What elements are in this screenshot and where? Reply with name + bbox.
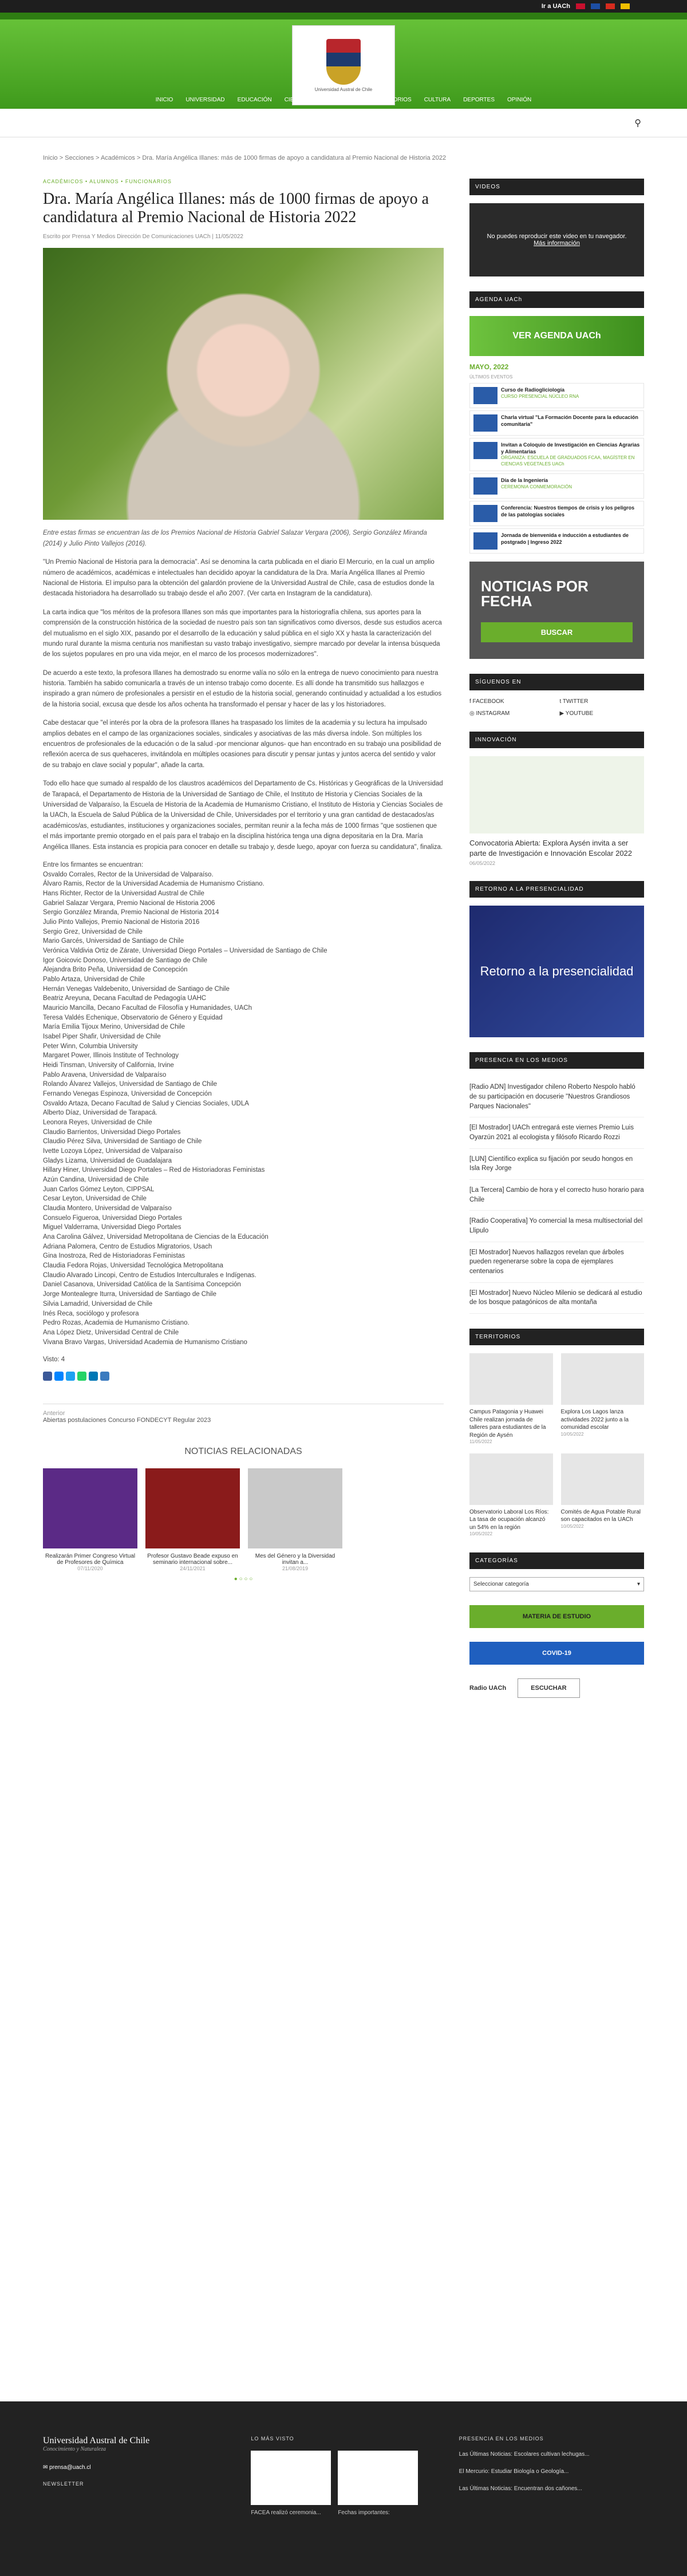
email-share-icon[interactable] [89,1372,98,1381]
signer: Julio Pinto Vallejos, Premio Nacional de Historia 2016 [43,918,200,926]
media-item[interactable]: [El Mostrador] Nuevo Núcleo Milenio se dedicará al estudio de los bosque patagónicos de alta montaña [469,1283,644,1314]
territory-item[interactable] [561,1453,645,1538]
signer: Osvaldo Artaza, Decano Facultad de Salud y Ciencias Sociales, UDLA [43,1100,249,1107]
signer: Hernán Venegas Valdebenito, Universidad de Santiago de Chile [43,985,230,993]
newsletter-title: NEWSLETTER [43,2481,84,2487]
territory-date: 11/05/2022 [469,1439,492,1444]
related-image [145,1468,240,1548]
event-title: Día de la Ingeniería [501,477,548,484]
breadcrumb-separator: > [135,155,143,161]
signer: Isabel Piper Shafir, Universidad de Chile [43,1033,161,1041]
breadcrumb-separator: > [94,155,101,161]
territory-item[interactable] [469,1353,553,1445]
footer-media-item[interactable]: Las Últimas Noticias: Encuentran dos cañones... [459,2486,582,2492]
signer: Beatriz Areyuna, Decana Facultad de Pedagogía UAHC [43,995,207,1002]
territory-date: 10/05/2022 [560,1431,584,1437]
article-body [43,557,444,852]
article-paragraph: Todo ello hace que sumado al respaldo de los claustros académicos del Departamento de Cs. Históricas y Geográficas de la Universidad de Tarapacá, el Departamento de Historia de la Universidad de Santiago de Chile, el Instituto de Historia y Ciencias Sociales de la Universidad de Valparaíso, la Escuela de Historia de la Academia de Humanismo Cristiano, el Instituto de Historia y Ciencias Sociales de la UACh, la Escuela de Salud Pública de la Universidad de Chile, Universidades por el territorio y una gran cantidad de destacados/as académicos/as, estudiantes, instituciones y organizaciones sociales, permitan reunir a la fecha más de 1000 firmas "que sostienen que el más importante premio otorgado en el país para el trabajo en la disciplina histórica tenga una digna depositaria en la Dra. María Angélica Illanes. Esta instancia es propicia para conocer en detalle su trabajo y, desde luego, apoyar con fuerza su candidatura", finaliza. [43,780,443,851]
event-title: Curso de Radiogliciología [501,387,565,393]
breadcrumb-separator: > [57,155,65,161]
signer: Fernando Venegas Espinoza, Universidad de Concepción [43,1091,212,1098]
signer: Daniel Casanova, Universidad Católica de la Santísima Concepción [43,1281,241,1289]
event-subtitle: CEREMONIA CONMEMORACIÓN [501,484,572,489]
most-viewed-title: LO MÁS VISTO [251,2436,294,2441]
signer: Igor Goicovic Donoso, Universidad de Santiago de Chile [43,957,208,964]
nav-item[interactable]: TERRITORIOS [372,97,412,103]
nav-item[interactable]: UNIVERSIDAD [185,97,225,103]
social-link-instagram[interactable]: ◎ INSTAGRAM [469,710,510,717]
event-text [501,505,640,522]
agenda-banner[interactable]: VER AGENDA UACh [469,316,644,356]
signer: Vivana Bravo Vargas, Universidad Academia de Humanismo Cristiano [43,1338,247,1346]
event-date-icon [473,532,498,550]
signer: Ivette Lozoya López, Universidad de Valparaíso [43,1148,183,1155]
signer: Azún Candina, Universidad de Chile [43,1176,149,1184]
nav-item[interactable]: INICIO [155,97,173,103]
calendar-month: MAYO, 2022 ÚLTIMOS EVENTOS [469,363,513,380]
breadcrumb-item[interactable]: Secciones [65,155,94,161]
signer: Heidi Tinsman, University of California, Irvine [43,1062,174,1069]
carousel-dots[interactable]: ● ○ ○ ○ [234,1575,253,1582]
signer: Claudia Montero, Universidad de Valparaíso [43,1205,172,1212]
event-date-icon [473,505,498,522]
territory-title: Explora Los Lagos lanza actividades 2022 junto a la comunidad escolar [560,1409,629,1431]
article-paragraph: De acuerdo a este texto, la profesora Illanes ha demostrado su enorme valía no sólo en la entrega de nuevo conocimiento para nuestra historia. También ha sabido comunicarla a través de un intenso trabajo como docente. Es allí donde ha transmitido sus hallazgos e inspirado a gran número de profesionales a persistir en el estudio de la historia social, generando continuidad y actualidad a los estudios de la historia social, excusa que desde los años ochenta ha transformado el pensar y hacer de las y los historiadores. [43,669,442,708]
related-title: NOTICIAS RELACIONADAS [184,1446,302,1456]
signer: Gina Inostroza, Red de Historiadoras Feministas [43,1253,185,1260]
signer: Juan Carlos Gómez Leyton, CIPPSAL [43,1186,155,1193]
social-link-youtube[interactable]: ▶ YOUTUBE [559,710,594,717]
territory-item[interactable] [469,1453,553,1538]
nav-item[interactable]: INNOVACIÓN [323,97,360,103]
signer: Consuelo Figueroa, Universidad Diego Portales [43,1214,182,1222]
signer: Alejandra Brito Peña, Universidad de Concepción [43,966,188,974]
events-list [469,383,644,554]
event-date-icon [473,442,498,459]
signer: Osvaldo Corrales, Rector de la Universidad de Valparaíso. [43,871,214,878]
signer: Jorge Montealegre Iturra, Universidad de Santiago de Chile [43,1291,217,1298]
go-to-uach-link[interactable]: Ir a UACh [541,3,570,10]
flag-icon[interactable] [606,3,615,9]
related-news [43,1468,444,1571]
signers-intro: Entre los firmantes se encuentran: [43,861,144,868]
radio-widget [469,1678,644,1698]
breadcrumb-item[interactable]: Académicos [100,155,135,161]
signer: Margaret Power, Illinois Institute of Technology [43,1052,179,1060]
media-item[interactable]: [La Tercera] Cambio de hora y el correcto huso horario para Chile [469,1180,644,1211]
signer: Adriana Palomera, Centro de Estudios Migratorios, Usach [43,1243,212,1250]
territory-title: Observatorio Laboral Los Ríos: La tasa de ocupación alcanzó un 54% en la región [469,1508,549,1531]
listen-button[interactable]: ESCUCHAR [518,1678,579,1698]
news-by-date-widget: NOTICIAS POR FECHA BUSCAR [469,562,644,659]
event-item[interactable] [469,473,644,499]
signer: Pedro Rozas, Academia de Humanismo Cristiano. [43,1319,189,1327]
signer: Mauricio Mancilla, Decano Facultad de Filosofía y Humanidades, UACh [43,1005,252,1012]
social-links [469,698,644,717]
nav-item[interactable]: OPINIÓN [507,97,532,103]
related-image [248,1468,342,1548]
share-bar [43,1372,444,1381]
more-info-link[interactable]: Más información [534,240,580,247]
categories-widget-title: CATEGORÍAS [469,1552,644,1569]
breadcrumb-item[interactable]: Inicio [43,155,58,161]
media-widget-title: PRESENCIA EN LOS MEDIOS [469,1052,644,1069]
signer: Álvaro Ramis, Rector de la Universidad Academia de Humanismo Cristiano. [43,880,264,888]
related-date: 21/08/2019 [282,1565,309,1571]
event-date-icon [473,387,498,404]
more-share-icon[interactable] [100,1372,109,1381]
search-by-date-button[interactable]: BUSCAR [481,622,633,642]
signers-list [43,870,444,1348]
related-item[interactable] [145,1468,240,1571]
article-paragraph: La carta indica que "los méritos de la profesora Illanes son más que importantes para la historiografía chilena, sus aportes para la comprensión de la construcción histórica de la sociedad de nuestro país son tan significativos como diversos, desde sus estudios acerca del mutualismo en el siglo XIX, pasando por el desarrollo de la educación y salud pública en el siglo XX y hasta la caracterización del mundo rural durante la misma centuria nos manifiestan su vasto trabajo investigativo, siempre marcado por develar la intensa búsqueda de los sujetos populares en pro una vida mejor, en el marco de los procesos modernizadores". [43,609,442,658]
most-viewed-item[interactable] [338,2451,418,2505]
signer: Claudio Pérez Silva, Universidad de Santiago de Chile [43,1138,202,1145]
signer: Rolando Álvarez Vallejos, Universidad de Santiago de Chile [43,1081,218,1088]
facebook-share-icon[interactable] [43,1372,52,1381]
event-title: Charla virtual "La Formación Docente para la educación comunitaria" [501,414,638,427]
signer: Claudia Fedora Rojas, Universidad Tecnológica Metropolitana [43,1262,223,1270]
event-item[interactable] [469,383,644,408]
media-item[interactable]: [Radio Cooperativa] Yo comercial la mesa multisectorial del Llipulo [469,1211,644,1242]
twitter-share-icon[interactable] [66,1372,75,1381]
flag-icon[interactable] [576,3,585,9]
related-date: 07/11/2020 [77,1565,103,1571]
nav-item[interactable]: CIENCIAS [284,97,311,103]
territories-grid [469,1353,644,1538]
signer: Silvia Lamadrid, Universidad de Chile [43,1300,153,1307]
video-player[interactable]: No puedes reproducir este video en tu navegador. Más información [469,203,644,276]
signer: Miguel Valderrama, Universidad Diego Portales [43,1224,181,1231]
related-item[interactable] [43,1468,137,1571]
university-logo[interactable]: Universidad Austral de Chile [292,25,395,105]
event-subtitle: ORGANIZA: ESCUELA DE GRADUADOS FCAA, MAGÍSTER EN CIENCIAS VEGETALES UACh [501,455,635,467]
event-title: Invitan a Coloquio de Investigación en Ciencias Agrarias y Alimentarias [501,442,640,455]
main-nav [0,97,687,103]
nav-item[interactable]: DEPORTES [463,97,495,103]
footer-logo[interactable]: Universidad Austral de Chile Conocimiento y Naturaleza [43,2436,150,2452]
event-title: Jornada de bienvenida e inducción a estudiantes de postgrado | Ingreso 2022 [501,532,629,545]
territory-date: 10/05/2022 [560,1523,584,1529]
visit-count: Visto: 4 [43,1356,65,1364]
event-item[interactable] [469,501,644,526]
nav-item[interactable]: CULTURA [424,97,451,103]
event-item[interactable] [469,528,644,554]
signer: Cesar Leyton, Universidad de Chile [43,1195,147,1203]
innovation-image[interactable] [469,756,644,833]
article-byline: Escrito por Prensa Y Medios Dirección De Comunicaciones UACh | 11/05/2022 [43,234,243,240]
category-select[interactable]: Seleccionar categoría ▾ [469,1577,644,1591]
signer: Gabriel Salazar Vergara, Premio Nacional de Historia 2006 [43,899,215,907]
previous-article[interactable]: Anterior Abiertas postulaciones Concurso FONDECYT Regular 2023 [43,1404,444,1424]
innovation-widget-title: INNOVACIÓN [469,732,644,748]
agenda-widget-title: AGENDA UACh [469,291,644,308]
media-item[interactable]: [LUN] Científico explica su fijación por seudo hongos en Isla Rey Jorge [469,1149,644,1180]
article-paragraph: Cabe destacar que "el interés por la obra de la profesora Illanes ha traspasado los límites de la academia y su lectura ha impulsado amplios debates en el campo de las organizaciones sociales, sindicales y asociativas de las más diversa índole. Son múltiples los encuentros de profesionales de la educación o de la salud -por mencionar algunos- que han encontrado en su trabajo una posibilidad de reflexión acerca de sus quehaceres, invitándola en múltiples ocasiones para discutir y pensar juntas y juntos acerca del sentido y valor de su trabajo en clave social y popular", añade la carta. [43,720,441,769]
signer: Verónica Valdivia Ortiz de Zárate, Universidad Diego Portales – Universidad de Santiago de Chile [43,947,327,954]
signer: Hans Richter, Rector de la Universidad Austral de Chile [43,890,204,897]
event-date-icon [473,477,498,495]
media-item[interactable]: [Radio ADN] Investigador chileno Roberto Nespolo habló de su participación en docuserie "Nuestros Grandiosos Parques Nacionales" [469,1077,644,1117]
media-item[interactable]: [El Mostrador] Nuevos hallazgos revelan que árboles pueden regenerarse sobre la copa de ejemplares centenarios [469,1242,644,1283]
territory-item[interactable] [561,1353,645,1445]
social-link-twitter[interactable]: t TWITTER [559,698,589,705]
site-footer: Universidad Austral de Chile Conocimiento y Naturaleza ✉ prensa@uach.cl NEWSLETTER LO MÁS VISTO FACEA realizó ceremonia... Fechas importantes: PRESENCIA EN LOS MEDIOS Las Últimas Noticias: Escolares cultivan lechugas... El Mercurio: Estudiar Biología o Geología... Las Últimas Noticias: Encuentran dos cañones... [0,2401,687,2576]
territory-title: Campus Patagonia y Huawei Chile realizan jornada de talleres para estudiantes de la Región de Aysén [469,1409,546,1439]
territory-image [561,1353,645,1405]
signer: Pablo Artaza, Universidad de Chile [43,975,145,983]
footer-media-item[interactable]: El Mercurio: Estudiar Biología o Geología... [459,2468,569,2475]
territory-date: 10/05/2022 [469,1531,493,1537]
signer: Alberto Díaz, Universidad de Tarapacá. [43,1109,157,1117]
territory-image [561,1453,645,1505]
innovation-date: 06/05/2022 [469,860,496,867]
whatsapp-share-icon[interactable] [77,1372,86,1381]
videos-widget-title: VIDEOS [469,179,644,195]
article-photo [43,248,444,520]
study-banner[interactable]: MATERIA DE ESTUDIO [469,1605,644,1628]
radio-logo: Radio UACh [469,1685,507,1692]
signer: Peter Winn, Columbia University [43,1042,138,1050]
article-title: Dra. María Angélica Illanes: más de 1000 firmas de apoyo a candidatura al Premio Nacional de Historia 2022 [43,190,429,227]
event-text [501,387,579,404]
breadcrumb-item: Dra. María Angélica Illanes: más de 1000 firmas de apoyo a candidatura al Premio Nacional de Historia 2022 [142,155,447,161]
media-item[interactable]: [El Mostrador] UACh entregará este viernes Premio Luis Oyarzún 2021 al ecologista y filósofo Ricardo Rozzi [469,1117,644,1148]
covid-banner[interactable]: COVID-19 [469,1642,644,1665]
event-item[interactable] [469,410,644,436]
event-text [501,442,640,467]
article-categories[interactable]: ACADÉMICOS • ALUMNOS • FUNCIONARIOS [43,179,172,184]
signer: Sergio Grez, Universidad de Chile [43,928,143,935]
signer: María Emilia Tijoux Merino, Universidad de Chile [43,1024,185,1031]
related-date: 24/11/2021 [180,1565,206,1571]
flag-icon[interactable] [621,3,630,9]
site-header [0,13,687,109]
search-row [0,109,687,137]
nav-item[interactable]: EDUCACIÓN [237,97,272,103]
signer: Claudio Alvarado Lincopi, Centro de Estudios Interculturales e Indígenas. [43,1271,256,1279]
signer: Mario Garcés, Universidad de Santiago de Chile [43,938,184,945]
university-seal-icon [326,39,361,85]
footer-media-item[interactable]: Las Últimas Noticias: Escolares cultivan lechugas... [459,2451,590,2458]
related-item[interactable] [248,1468,342,1571]
article-paragraph: "Un Premio Nacional de Historia para la democracia". Así se denomina la carta publicada en el diario El Mercurio, en la cual un amplio número de académicos, académicas e intelectuales han decidido apoyar la candidatura de la Dra. María Angélica Illanes al Premio Nacional de Historia. El impulso para la obtención del galardón proviene de la Universidad Austral de Chile, casa de estudios donde la destacada historiadora ha desarrollado su trabajo desde el año 2007. (Ver carta en Instagram de la candidatura). [43,559,435,598]
event-date-icon [473,414,498,432]
event-subtitle: CURSO PRESENCIAL NÚCLEO RNA [501,393,579,399]
event-item[interactable] [469,438,644,471]
follow-widget-title: SÍGUENOS EN [469,674,644,690]
territory-title: Comités de Agua Potable Rural son capacitados en la UACh [560,1508,641,1523]
signer: Teresa Valdés Echenique, Observatorio de Género y Equidad [43,1014,223,1021]
territory-image [469,1353,553,1405]
event-text [501,414,640,432]
related-title: Mes del Género y la Diversidad invitan a... [255,1552,335,1566]
breadcrumb [0,137,687,161]
territories-widget-title: TERRITORIOS [469,1329,644,1345]
signer: Pablo Aravena, Universidad de Valparaíso [43,1071,167,1078]
photo-caption: Entre estas firmas se encuentran las de los Premios Nacional de Historia Gabriel Salazar Vergara (2006), Sergio González Miranda (2014) y Julio Pinto Vallejos (2016). [43,530,427,547]
signer: Leonora Reyes, Universidad de Chile [43,1119,152,1127]
related-title: Realizarán Primer Congreso Virtual de Profesores de Química [45,1552,136,1566]
media-list [469,1077,644,1314]
contact-email[interactable]: ✉ prensa@uach.cl [43,2464,91,2471]
signer: Claudio Barrientos, Universidad Diego Portales [43,1128,181,1136]
return-widget-title: RETORNO A LA PRESENCIALIDAD [469,881,644,898]
signer: Ana Carolina Gálvez, Universidad Metropolitana de Ciencias de la Educación [43,1234,269,1241]
signer: Sergio González Miranda, Premio Nacional de Historia 2014 [43,909,219,916]
event-title: Conferencia: Nuestros tiempos de crisis y los peligros de las patologías sociales [501,505,635,517]
sidebar [469,179,644,1709]
chevron-down-icon: ▾ [637,1581,640,1588]
territory-image [469,1453,553,1505]
event-text [501,477,572,495]
most-viewed-list [251,2451,436,2505]
footer-media-title: PRESENCIA EN LOS MEDIOS [459,2436,544,2441]
return-banner[interactable]: Retorno a la presencialidad [469,906,644,1037]
related-image [43,1468,137,1548]
signer: Hillary Hiner, Universidad Diego Portales – Red de Historiadoras Feministas [43,1167,265,1174]
most-viewed-item[interactable] [251,2451,331,2505]
messenger-share-icon[interactable] [54,1372,64,1381]
signer: Gladys Lizama, Universidad de Guadalajara [43,1157,172,1164]
article [43,179,444,1709]
search-icon[interactable]: ⚲ [634,118,641,128]
top-bar [0,0,687,13]
related-title: Profesor Gustavo Beade expuso en seminario internacional sobre... [147,1552,238,1566]
signer: Ana López Dietz, Universidad Central de Chile [43,1329,179,1336]
innovation-headline[interactable]: Convocatoria Abierta: Explora Aysén invita a ser parte de Investigación e Innovación Escolar 2022 [469,839,633,858]
social-link-facebook[interactable]: f FACEBOOK [469,698,504,705]
flag-icon[interactable] [591,3,600,9]
signer: Inés Reca, sociólogo y profesora [43,1310,139,1317]
event-text [501,532,640,550]
